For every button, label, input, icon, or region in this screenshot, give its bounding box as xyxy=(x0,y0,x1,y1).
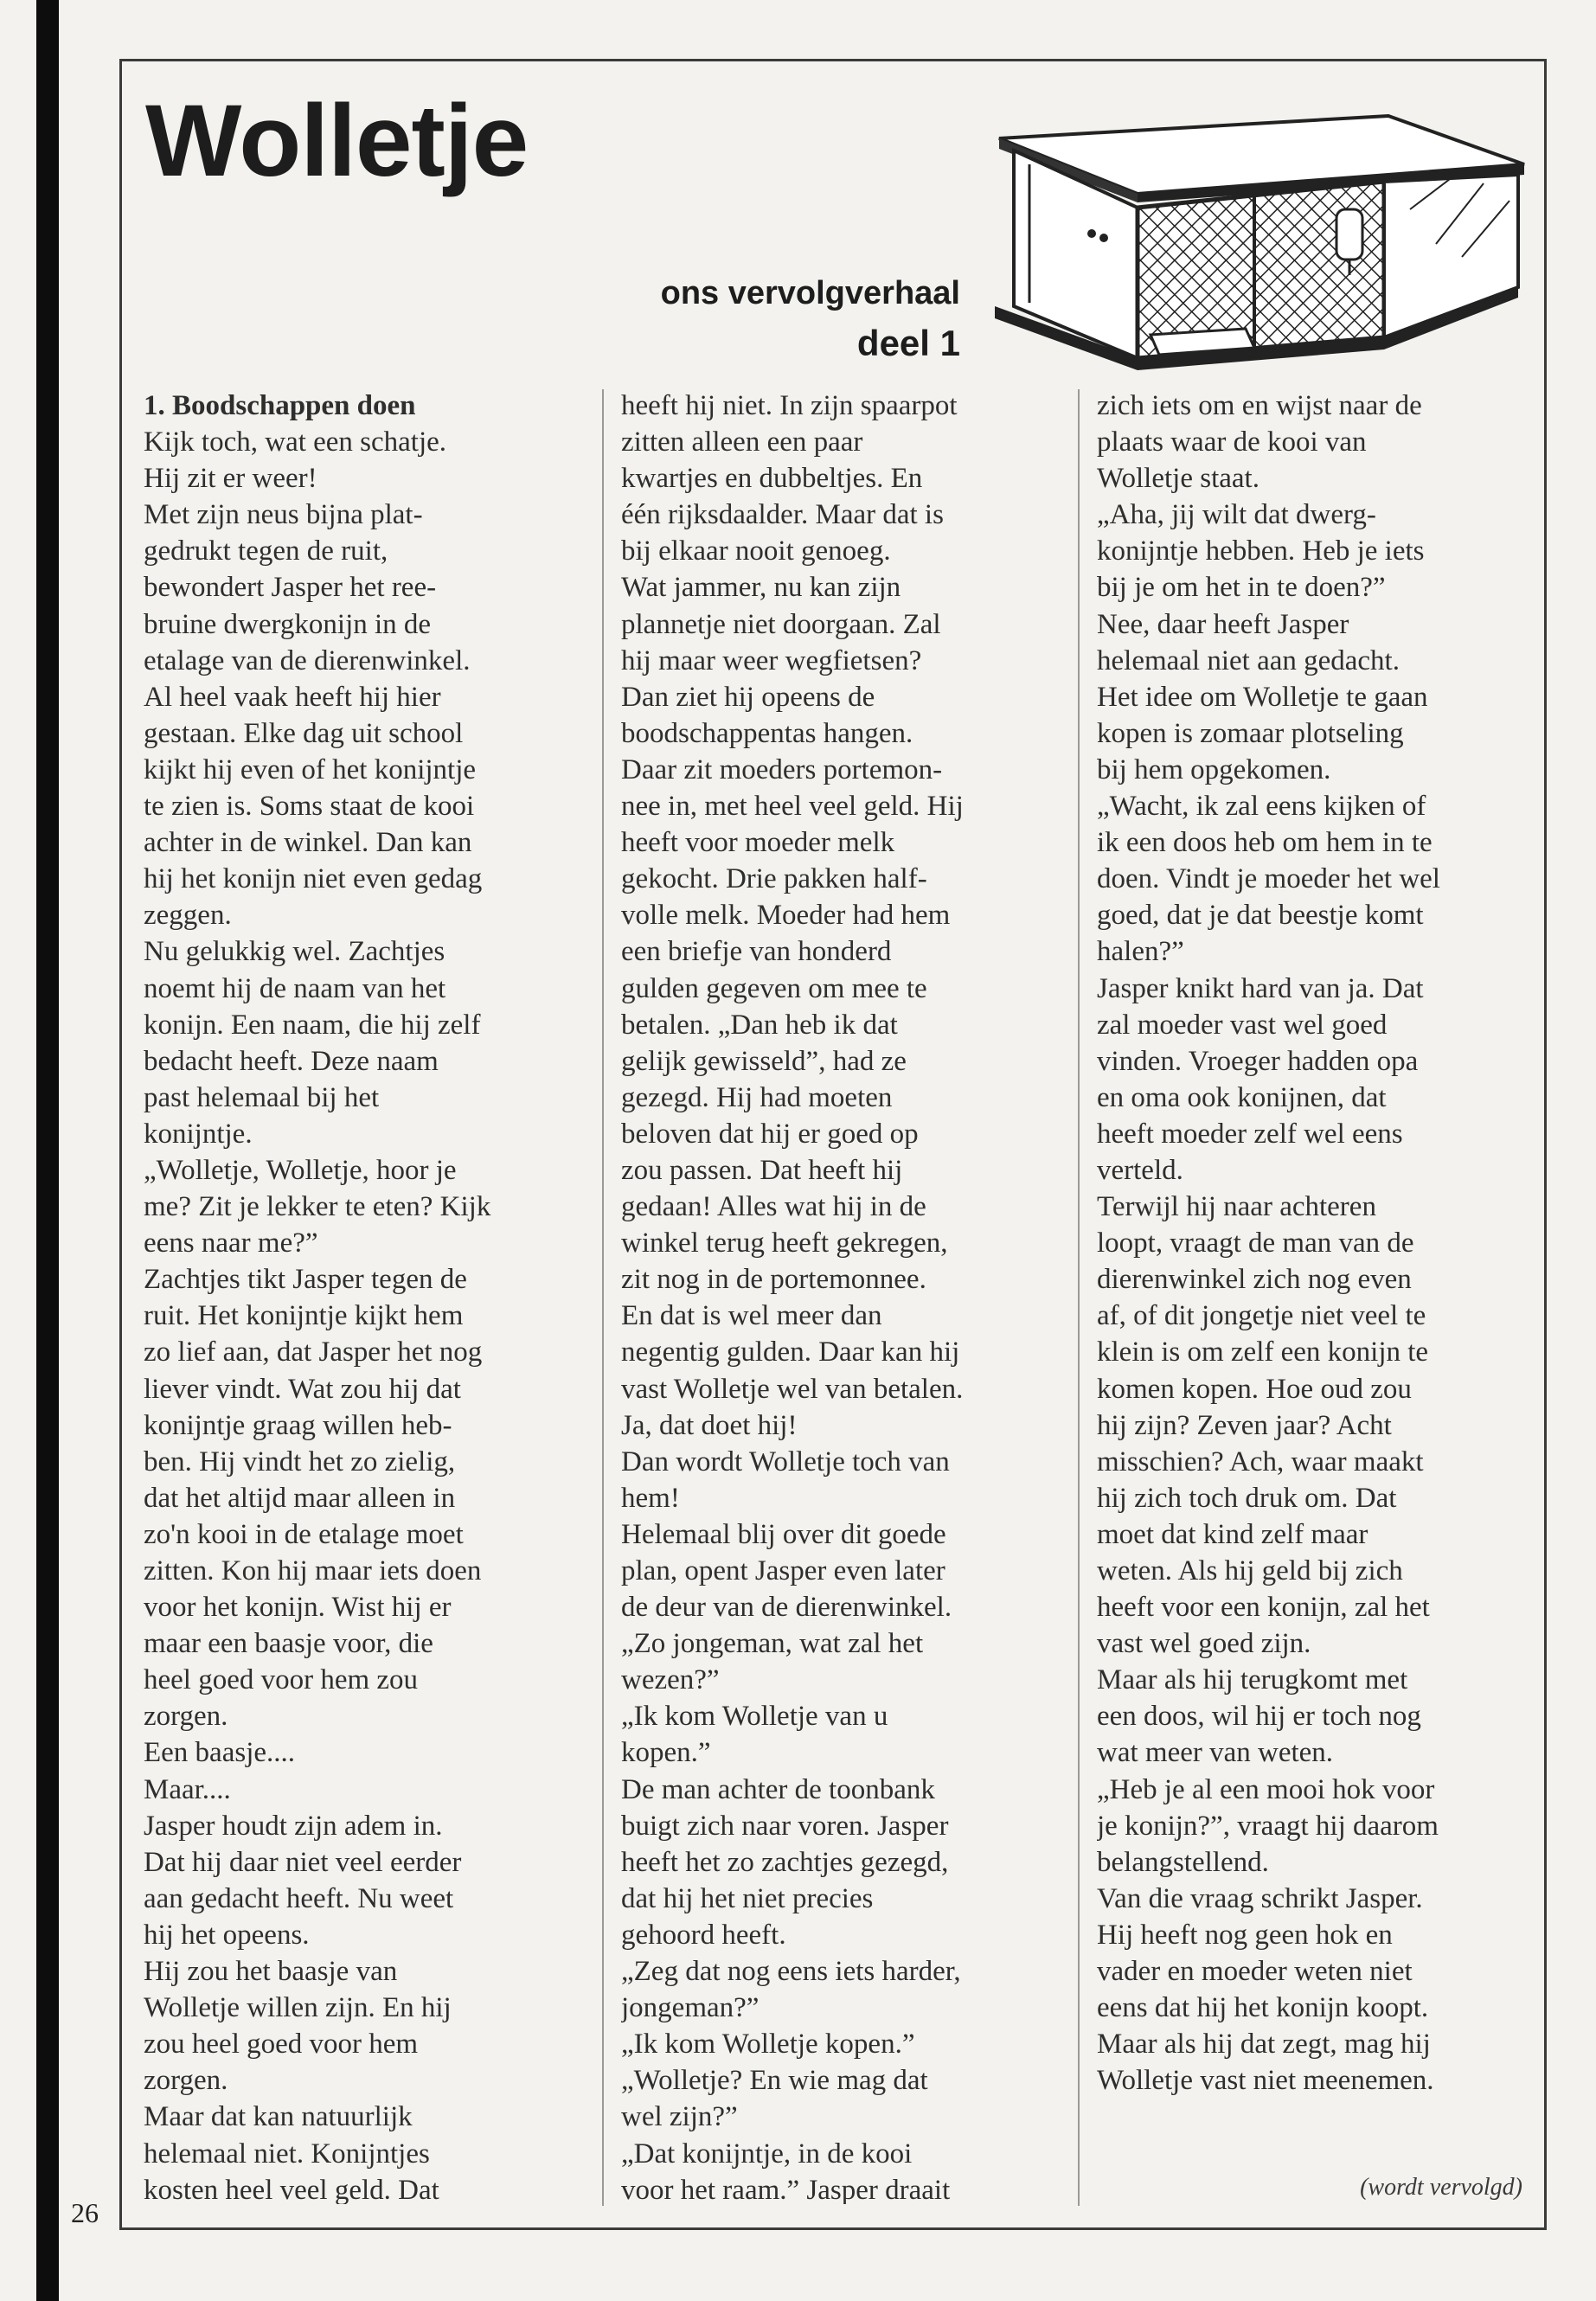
text-line: vast wel goed zijn. xyxy=(1097,1628,1311,1660)
text-line: voor het konijn. Wist hij er xyxy=(144,1592,452,1624)
text-line: Nee, daar heeft Jasper xyxy=(1097,608,1349,640)
text-line: plan, opent Jasper even later xyxy=(621,1555,945,1586)
subtitle-line-1: ons vervolgverhaal xyxy=(660,275,960,311)
text-line: Wolletje vast niet meenemen. xyxy=(1097,2065,1434,2097)
text-line: En dat is wel meer dan xyxy=(621,1300,882,1332)
text-line: ben. Hij vindt het zo zielig, xyxy=(144,1445,456,1477)
text-line: een doos, wil hij er toch nog xyxy=(1097,1701,1421,1733)
text-line: komen kopen. Hoe oud zou xyxy=(1097,1373,1412,1405)
text-line: Terwijl hij naar achteren xyxy=(1097,1191,1376,1223)
text-column-1 xyxy=(144,388,583,2204)
text-line: vinden. Vroeger hadden opa xyxy=(1097,1045,1419,1077)
text-line: Ja, dat doet hij! xyxy=(621,1409,798,1441)
column-divider xyxy=(1078,389,1080,2206)
text-line: helemaal niet aan gedacht. xyxy=(1097,644,1400,676)
text-line: „Heb je al een mooi hok voor xyxy=(1097,1773,1435,1805)
text-line: heeft voor moeder melk xyxy=(621,827,895,859)
text-line: plaats waar de kooi van xyxy=(1097,426,1367,458)
text-line: Wolletje willen zijn. En hij xyxy=(144,1992,452,2024)
text-line: bij hem opgekomen. xyxy=(1097,753,1331,785)
text-line: achter in de winkel. Dan kan xyxy=(144,827,472,859)
text-line: etalage van de dierenwinkel. xyxy=(144,644,471,676)
text-line: Dan wordt Wolletje toch van xyxy=(621,1445,950,1477)
text-line: klein is om zelf een konijn te xyxy=(1097,1336,1429,1368)
text-line: verteld. xyxy=(1097,1154,1183,1186)
text-line: je konijn?”, vraagt hij daarom xyxy=(1097,1810,1439,1842)
text-line: één rijksdaalder. Maar dat is xyxy=(621,499,944,531)
text-line: gekocht. Drie pakken half- xyxy=(621,863,927,895)
text-line: kwartjes en dubbeltjes. En xyxy=(621,463,923,495)
text-column-3 xyxy=(1097,388,1534,2204)
text-line: „Ik kom Wolletje kopen.” xyxy=(621,2029,915,2061)
text-line: bruine dwergkonijn in de xyxy=(144,608,432,640)
text-line: kopen.” xyxy=(621,1737,711,1769)
text-line: Dat hij daar niet veel eerder xyxy=(144,1846,462,1878)
text-column-2 xyxy=(621,388,1058,2204)
text-line: gehoord heeft. xyxy=(621,1919,786,1951)
text-line: af, of dit jongetje niet veel te xyxy=(1097,1300,1426,1332)
text-line: de deur van de dierenwinkel. xyxy=(621,1592,952,1624)
text-line: hem! xyxy=(621,1482,680,1514)
text-line: kopen is zomaar plotseling xyxy=(1097,717,1404,749)
text-line: weten. Als hij geld bij zich xyxy=(1097,1555,1403,1586)
text-line: heeft het zo zachtjes gezegd, xyxy=(621,1846,949,1878)
text-line: dat hij het niet precies xyxy=(621,1882,874,1914)
text-line: konijntje. xyxy=(144,1118,253,1150)
text-line: Wat jammer, nu kan zijn xyxy=(621,572,901,604)
text-line: zeggen. xyxy=(144,900,232,932)
text-line: hij het konijn niet even gedag xyxy=(144,863,483,895)
text-line: gulden gegeven om mee te xyxy=(621,972,927,1004)
text-line: jongeman?” xyxy=(621,1992,760,2024)
text-line: Daar zit moeders portemon- xyxy=(621,753,943,785)
text-line: Wolletje staat. xyxy=(1097,463,1259,495)
text-line: heeft voor een konijn, zal het xyxy=(1097,1592,1430,1624)
text-line: Hij zou het baasje van xyxy=(144,1956,398,1988)
text-line: Nu gelukkig wel. Zachtjes xyxy=(144,936,445,968)
text-line: zou heel goed voor hem xyxy=(144,2029,419,2061)
text-line: gestaan. Elke dag uit school xyxy=(144,717,464,749)
text-line: vader en moeder weten niet xyxy=(1097,1956,1413,1988)
text-line: bij elkaar nooit genoeg. xyxy=(621,535,891,567)
text-line: me? Zit je lekker te eten? Kijk xyxy=(144,1191,491,1223)
text-line: beloven dat hij er goed op xyxy=(621,1118,919,1150)
text-line: vast Wolletje wel van betalen. xyxy=(621,1373,964,1405)
text-line: nee in, met heel veel geld. Hij xyxy=(621,791,964,823)
text-line: ruit. Het konijntje kijkt hem xyxy=(144,1300,464,1332)
text-line: „Ik kom Wolletje van u xyxy=(621,1701,888,1733)
text-line: „Wolletje, Wolletje, hoor je xyxy=(144,1154,457,1186)
text-line: Met zijn neus bijna plat- xyxy=(144,499,423,531)
text-line: zal moeder vast wel goed xyxy=(1097,1009,1388,1041)
text-line: bedacht heeft. Deze naam xyxy=(144,1045,439,1077)
text-line: hij zijn? Zeven jaar? Acht xyxy=(1097,1409,1392,1441)
text-line: belangstellend. xyxy=(1097,1846,1269,1878)
binding-edge xyxy=(36,0,59,2301)
rabbit-hutch-illustration xyxy=(995,80,1527,374)
text-line: doen. Vindt je moeder het wel xyxy=(1097,863,1440,895)
text-line: wezen?” xyxy=(621,1664,720,1696)
text-line: gelijk gewisseld”, had ze xyxy=(621,1045,907,1077)
text-line: plannetje niet doorgaan. Zal xyxy=(621,608,941,640)
text-line: „Zo jongeman, wat zal het xyxy=(621,1628,924,1660)
text-line: heeft moeder zelf wel eens xyxy=(1097,1118,1403,1150)
text-line: winkel terug heeft gekregen, xyxy=(621,1227,948,1259)
text-line: kijkt hij even of het konijntje xyxy=(144,753,477,785)
continued-note: (wordt vervolgd) xyxy=(1360,2174,1522,2201)
text-line: zorgen. xyxy=(144,2065,228,2097)
text-line: gedrukt tegen de ruit, xyxy=(144,535,388,567)
text-line: halen?” xyxy=(1097,936,1184,968)
text-line: wel zijn?” xyxy=(621,2101,738,2133)
column-divider xyxy=(602,389,604,2206)
text-line: past helemaal bij het xyxy=(144,1081,380,1113)
text-line: Jasper knikt hard van ja. Dat xyxy=(1097,972,1424,1004)
text-line: aan gedacht heeft. Nu weet xyxy=(144,1882,454,1914)
text-line: liever vindt. Wat zou hij dat xyxy=(144,1373,461,1405)
text-line: zo'n kooi in de etalage moet xyxy=(144,1518,464,1550)
text-line: boodschappentas hangen. xyxy=(621,717,913,749)
subtitle-line-2: deel 1 xyxy=(856,323,960,363)
text-line: Maar als hij terugkomt met xyxy=(1097,1664,1408,1696)
text-line: eens dat hij het konijn koopt. xyxy=(1097,1992,1429,2024)
text-line: wat meer van weten. xyxy=(1097,1737,1334,1769)
text-line: Maar.... xyxy=(144,1773,231,1805)
text-line: betalen. „Dan heb ik dat xyxy=(621,1009,898,1041)
text-line: „Wacht, ik zal eens kijken of xyxy=(1097,791,1426,823)
text-line: te zien is. Soms staat de kooi xyxy=(144,791,475,823)
text-line: Maar als hij dat zegt, mag hij xyxy=(1097,2029,1431,2061)
text-line: zo lief aan, dat Jasper het nog xyxy=(144,1336,483,1368)
text-line: „Dat konijntje, in de kooi xyxy=(621,2138,913,2170)
text-line: goed, dat je dat beestje komt xyxy=(1097,900,1424,932)
text-line: Helemaal blij over dit goede xyxy=(621,1518,946,1550)
text-line: Een baasje.... xyxy=(144,1737,296,1769)
text-line: maar een baasje voor, die xyxy=(144,1628,433,1660)
text-line: Het idee om Wolletje te gaan xyxy=(1097,681,1428,713)
text-line: Al heel vaak heeft hij hier xyxy=(144,681,441,713)
text-line: „Aha, jij wilt dat dwerg- xyxy=(1097,499,1376,531)
text-line: buigt zich naar voren. Jasper xyxy=(621,1810,949,1842)
text-line: Hij zit er weer! xyxy=(144,463,317,495)
text-line: zich iets om en wijst naar de xyxy=(1097,390,1422,421)
text-line: kosten heel veel geld. Dat xyxy=(144,2174,439,2204)
series-subtitle xyxy=(661,268,960,369)
text-line: De man achter de toonbank xyxy=(621,1773,935,1805)
text-line: hij zich toch druk om. Dat xyxy=(1097,1482,1397,1514)
text-line: Hij heeft nog geen hok en xyxy=(1097,1919,1393,1951)
text-line: een briefje van honderd xyxy=(621,936,892,968)
text-line: dierenwinkel zich nog even xyxy=(1097,1264,1412,1296)
text-line: zit nog in de portemonnee. xyxy=(621,1264,926,1296)
chapter-heading: 1. Boodschappen doen xyxy=(144,390,416,421)
text-line: zorgen. xyxy=(144,1701,228,1733)
text-line: „Wolletje? En wie mag dat xyxy=(621,2065,928,2097)
text-line: Dan ziet hij opeens de xyxy=(621,681,875,713)
text-line: zou passen. Dat heeft hij xyxy=(621,1154,903,1186)
text-line: voor het raam.” Jasper draait xyxy=(621,2174,951,2204)
text-line: bewondert Jasper het ree- xyxy=(144,572,437,604)
text-line: zitten alleen een paar xyxy=(621,426,863,458)
text-line: dat het altijd maar alleen in xyxy=(144,1482,456,1514)
text-line: volle melk. Moeder had hem xyxy=(621,900,951,932)
text-line: hij maar weer wegfietsen? xyxy=(621,644,922,676)
text-line: helemaal niet. Konijntjes xyxy=(144,2138,430,2170)
text-line: Van die vraag schrikt Jasper. xyxy=(1097,1882,1423,1914)
text-line: hij het opeens. xyxy=(144,1919,310,1951)
text-line: ik een doos heb om hem in te xyxy=(1097,827,1433,859)
text-line: heeft hij niet. In zijn spaarpot xyxy=(621,390,958,421)
text-line: misschien? Ach, waar maakt xyxy=(1097,1445,1424,1477)
text-line: noemt hij de naam van het xyxy=(144,972,446,1004)
text-line: Maar dat kan natuurlijk xyxy=(144,2101,413,2133)
article-title: Wolletje xyxy=(145,84,529,198)
text-line: Zachtjes tikt Jasper tegen de xyxy=(144,1264,467,1296)
text-line: Jasper houdt zijn adem in. xyxy=(144,1810,443,1842)
text-line: en oma ook konijnen, dat xyxy=(1097,1081,1387,1113)
text-line: eens naar me?” xyxy=(144,1227,318,1259)
page-number: 26 xyxy=(71,2197,99,2228)
text-line: negentig gulden. Daar kan hij xyxy=(621,1336,960,1368)
text-line: moet dat kind zelf maar xyxy=(1097,1518,1368,1550)
text-line: „Zeg dat nog eens iets harder, xyxy=(621,1956,961,1988)
text-line: konijntje graag willen heb- xyxy=(144,1409,452,1441)
text-line: gezegd. Hij had moeten xyxy=(621,1081,893,1113)
text-line: Kijk toch, wat een schatje. xyxy=(144,426,447,458)
text-line: konijn. Een naam, die hij zelf xyxy=(144,1009,481,1041)
text-line: gedaan! Alles wat hij in de xyxy=(621,1191,926,1223)
text-line: heel goed voor hem zou xyxy=(144,1664,419,1696)
text-line: bij je om het in te doen?” xyxy=(1097,572,1386,604)
text-line: zitten. Kon hij maar iets doen xyxy=(144,1555,482,1586)
text-line: konijntje hebben. Heb je iets xyxy=(1097,535,1425,567)
text-line: loopt, vraagt de man van de xyxy=(1097,1227,1414,1259)
